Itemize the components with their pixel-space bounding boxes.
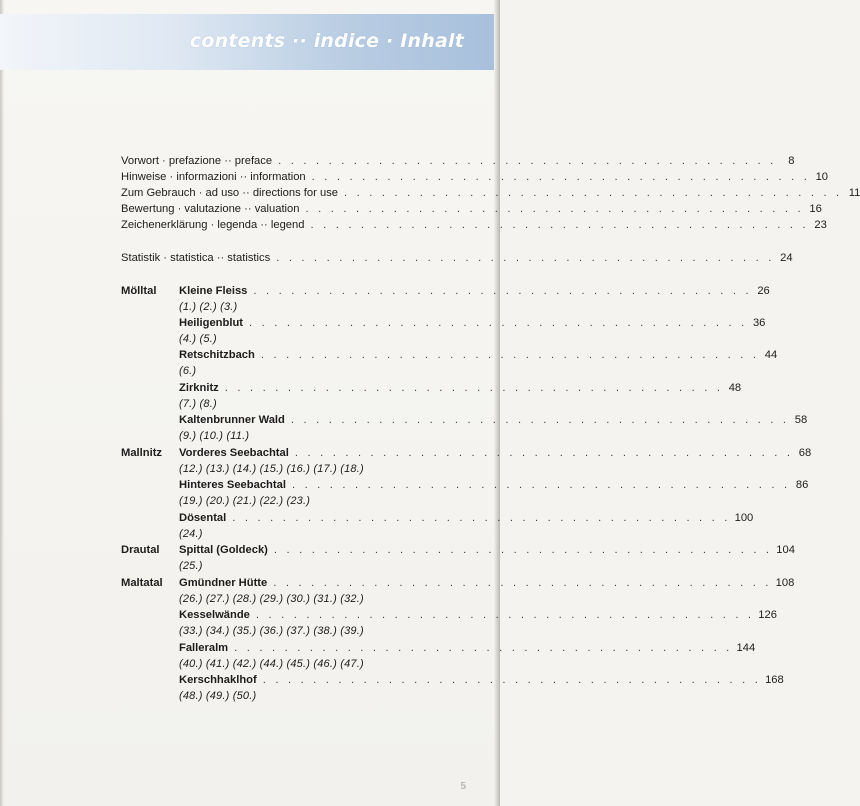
area-name: Kerschhaklhof — [179, 674, 257, 686]
area-routes: (33.) (34.) (35.) (36.) (37.) (38.) (39.) — [179, 625, 364, 637]
toc-entry-legend[interactable] — [121, 217, 827, 233]
toc-entry-page: 16 — [809, 203, 822, 215]
dot-leader: . . . . . . . . . . . . . . . . . . . . . . . . . . . . . . . . . . . . . . . . — [260, 349, 760, 361]
dot-leader: . . . . . . . . . . . . . . . . . . . . . . . . . . . . . . . . . . . . . . . . — [224, 382, 724, 394]
area-page: 100 — [734, 512, 754, 524]
area-routes: (1.) (2.) (3.) — [179, 301, 238, 313]
region-label-maltatal: Maltatal — [121, 577, 163, 589]
dot-leader: . . . . . . . . . . . . . . . . . . . . . . . . . . . . . . . . . . . . . . . . — [290, 414, 790, 426]
toc-area-kaltenbrunner-wald[interactable] — [179, 412, 808, 428]
dot-leader: . . . . . . . . . . . . . . . . . . . . . . . . . . . . . . . . . . . . . . . . — [291, 479, 791, 491]
area-routes: (26.) (27.) (28.) (29.) (30.) (31.) (32.) — [179, 593, 364, 605]
dot-leader: . . . . . . . . . . . . . . . . . . . . . . . . . . . . . . . . . . . . . . . . — [278, 155, 777, 167]
region-label-mallnitz: Mallnitz — [121, 447, 163, 459]
toc-entry-preface[interactable] — [121, 153, 795, 169]
area-name: Kesselwände — [179, 609, 250, 621]
dot-leader: . . . . . . . . . . . . . . . . . . . . . . . . . . . . . . . . . . . . . . . . — [273, 544, 773, 556]
area-page: 44 — [764, 349, 778, 361]
toc-area-spittal-goldeck[interactable] — [179, 542, 795, 558]
region-label-moelltal: Mölltal — [121, 285, 157, 297]
area-routes: (48.) (49.) (50.) — [179, 690, 257, 702]
toc-entry-label: Hinweise · informazioni ·· information — [121, 171, 306, 183]
area-routes: (19.) (20.) (21.) (22.) (23.) — [179, 495, 311, 507]
area-routes: (9.) (10.) (11.) — [179, 430, 250, 442]
region-label-drautal: Drautal — [121, 544, 160, 556]
area-page: 68 — [798, 447, 812, 459]
toc-area-kesselwaende[interactable] — [179, 607, 777, 623]
area-name: Falleralm — [179, 642, 229, 654]
toc-entry-label: Statistik · statistica ·· statistics — [121, 252, 271, 264]
toc-entry-page: 23 — [814, 219, 827, 231]
area-routes: (4.) (5.) — [179, 333, 217, 345]
area-page: 48 — [728, 382, 742, 394]
toc-area-gmuendner-huette[interactable] — [179, 575, 795, 591]
toc-area-hinteres-seebachtal[interactable] — [179, 477, 809, 493]
area-name: Kaltenbrunner Wald — [179, 414, 285, 426]
area-page: 108 — [775, 577, 795, 589]
toc-entry-page: 8 — [788, 155, 795, 167]
page-left-edge — [0, 0, 4, 806]
area-routes: (25.) — [179, 560, 203, 572]
area-page: 126 — [758, 609, 777, 621]
area-name: Kleine Fleiss — [179, 285, 248, 297]
dot-leader: . . . . . . . . . . . . . . . . . . . . . . . . . . . . . . . . . . . . . . . . — [253, 285, 752, 297]
area-routes: (24.) — [179, 528, 203, 540]
toc-area-falleralm[interactable] — [179, 640, 756, 656]
area-page: 58 — [794, 414, 808, 426]
dot-leader: . . . . . . . . . . . . . . . . . . . . . . . . . . . . . . . . . . . . . . . . — [311, 171, 811, 183]
area-page: 86 — [795, 479, 809, 491]
dot-leader: . . . . . . . . . . . . . . . . . . . . . . . . . . . . . . . . . . . . . . . . — [294, 447, 794, 459]
dot-leader: . . . . . . . . . . . . . . . . . . . . . . . . . . . . . . . . . . . . . . . . — [276, 252, 775, 264]
area-name: Hinteres Seebachtal — [179, 479, 286, 491]
dot-leader: . . . . . . . . . . . . . . . . . . . . . . . . . . . . . . . . . . . . . . . . — [255, 609, 755, 621]
toc-entry-label: Zeichenerklärung · legenda ·· legend — [121, 219, 305, 231]
toc-entry-label: Zum Gebrauch · ad uso ·· directions for use — [121, 187, 339, 199]
area-routes: (40.) (41.) (42.) (44.) (45.) (46.) (47.) — [179, 658, 364, 670]
area-name: Vorderes Seebachtal — [179, 447, 289, 459]
area-routes: (7.) (8.) — [179, 398, 217, 410]
area-page: 36 — [752, 317, 766, 329]
toc-entry-label: Bewertung · valutazione ·· valuation — [121, 203, 300, 215]
toc-entry-page: 10 — [815, 171, 829, 183]
dot-leader: . . . . . . . . . . . . . . . . . . . . . . . . . . . . . . . . . . . . . . . . — [249, 317, 748, 329]
area-page: 144 — [736, 642, 756, 654]
area-page: 26 — [757, 285, 770, 297]
toc-area-kerschhaklhof[interactable] — [179, 672, 784, 688]
page-number: 5 — [460, 781, 466, 792]
toc-entry-information[interactable] — [121, 169, 829, 185]
page-title: contents ·· indice · Inhalt — [189, 30, 464, 52]
toc-entry-page: 11 — [848, 187, 860, 199]
dot-leader: . . . . . . . . . . . . . . . . . . . . . . . . . . . . . . . . . . . . . . . . — [344, 187, 843, 199]
toc-area-vorderes-seebachtal[interactable] — [179, 445, 812, 461]
toc-entry-directions[interactable] — [121, 185, 860, 201]
area-page: 168 — [765, 674, 784, 686]
area-page: 104 — [776, 544, 795, 556]
dot-leader: . . . . . . . . . . . . . . . . . . . . . . . . . . . . . . . . . . . . . . . . — [262, 674, 762, 686]
toc-area-heiligenblut[interactable] — [179, 315, 766, 331]
area-name: Retschitzbach — [179, 349, 255, 361]
area-name: Spittal (Goldeck) — [179, 544, 268, 556]
area-name: Gmündner Hütte — [179, 577, 268, 589]
toc-entry-page: 24 — [780, 252, 793, 264]
dot-leader: . . . . . . . . . . . . . . . . . . . . . . . . . . . . . . . . . . . . . . . . — [305, 203, 804, 215]
dot-leader: . . . . . . . . . . . . . . . . . . . . . . . . . . . . . . . . . . . . . . . . — [234, 642, 733, 654]
dot-leader: . . . . . . . . . . . . . . . . . . . . . . . . . . . . . . . . . . . . . . . . — [273, 577, 772, 589]
area-name: Dösental — [179, 512, 227, 524]
toc-entry-valuation[interactable] — [121, 201, 822, 217]
toc-area-zirknitz[interactable] — [179, 380, 742, 396]
toc-area-retschitzbach[interactable] — [179, 347, 778, 363]
dot-leader: . . . . . . . . . . . . . . . . . . . . . . . . . . . . . . . . . . . . . . . . — [310, 219, 809, 231]
area-name: Heiligenblut — [179, 317, 244, 329]
area-routes: (6.) — [179, 365, 197, 377]
toc-entry-label: Vorwort · prefazione ·· preface — [121, 155, 273, 167]
toc-area-doesental[interactable] — [179, 510, 754, 526]
area-routes: (12.) (13.) (14.) (15.) (16.) (17.) (18.) — [179, 463, 364, 475]
toc-entry-statistics[interactable] — [121, 250, 793, 266]
toc-area-kleine-fleiss[interactable] — [179, 283, 770, 299]
area-name: Zirknitz — [179, 382, 219, 394]
dot-leader: . . . . . . . . . . . . . . . . . . . . . . . . . . . . . . . . . . . . . . . . — [232, 512, 731, 524]
